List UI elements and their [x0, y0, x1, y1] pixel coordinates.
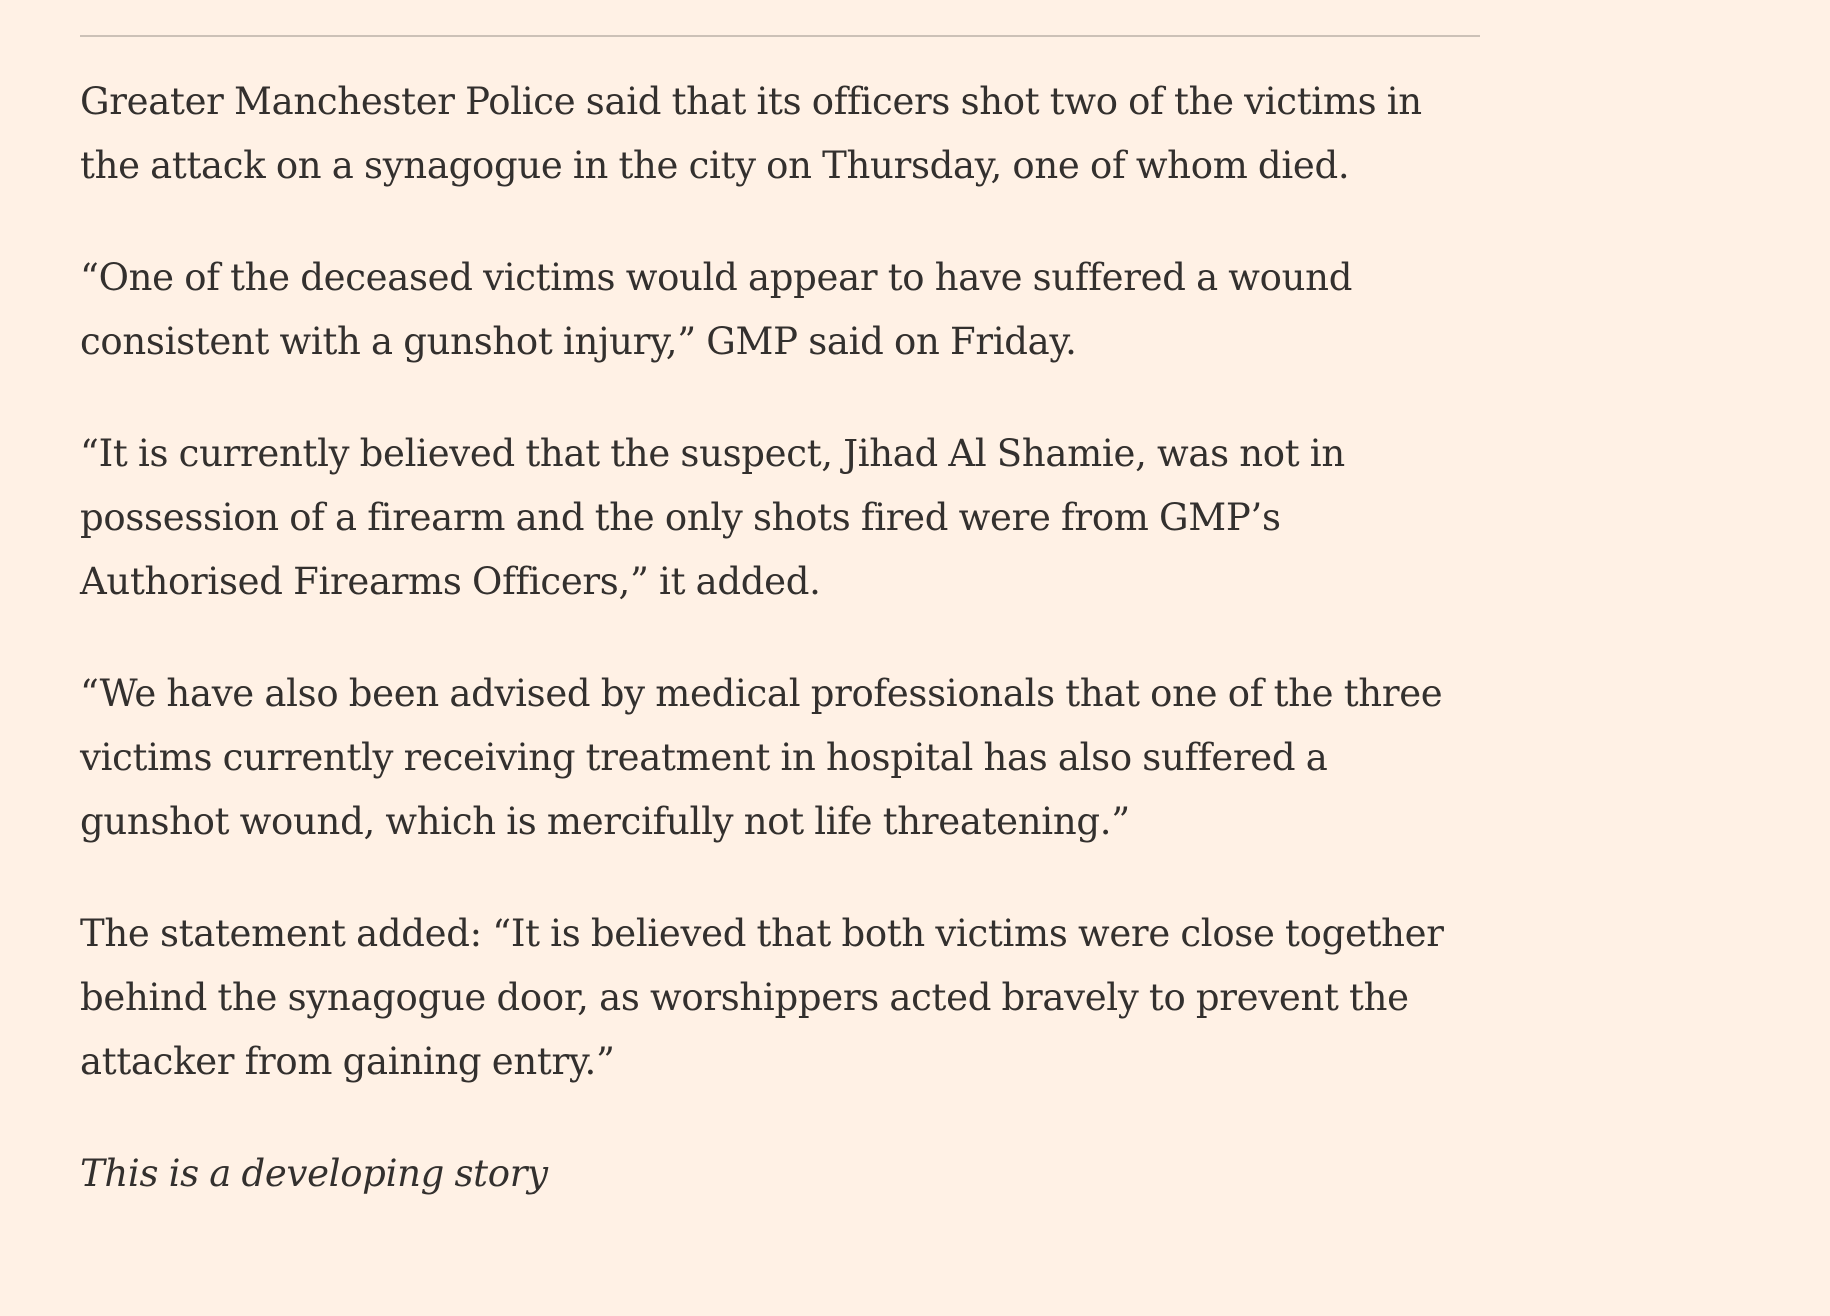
article-body	[80, 70, 1480, 1254]
article-paragraph: “It is currently believed that the suspect, Jihad Al Shamie, was not in possession of a firearm and the only shots fired were from GMP’s Authorised Firearms Officers,” it added.	[80, 432, 1345, 603]
article-paragraph: The statement added: “It is believed that both victims were close together behind the synagogue door, as worshippers acted bravely to prevent the attacker from gaining entry.”	[80, 912, 1444, 1083]
developing-story-note: This is a developing story	[80, 1152, 548, 1195]
article-paragraph: “One of the deceased victims would appear to have suffered a wound consistent with a gunshot injury,” GMP said on Friday.	[80, 256, 1353, 363]
article-paragraph: Greater Manchester Police said that its officers shot two of the victims in the attack on a synagogue in the city on Thursday, one of whom died.	[80, 80, 1422, 187]
section-divider	[80, 35, 1480, 37]
article-paragraph: “We have also been advised by medical professionals that one of the three victims currently receiving treatment in hospital has also suffered a gunshot wound, which is mercifully not life threatening.”	[80, 672, 1443, 843]
